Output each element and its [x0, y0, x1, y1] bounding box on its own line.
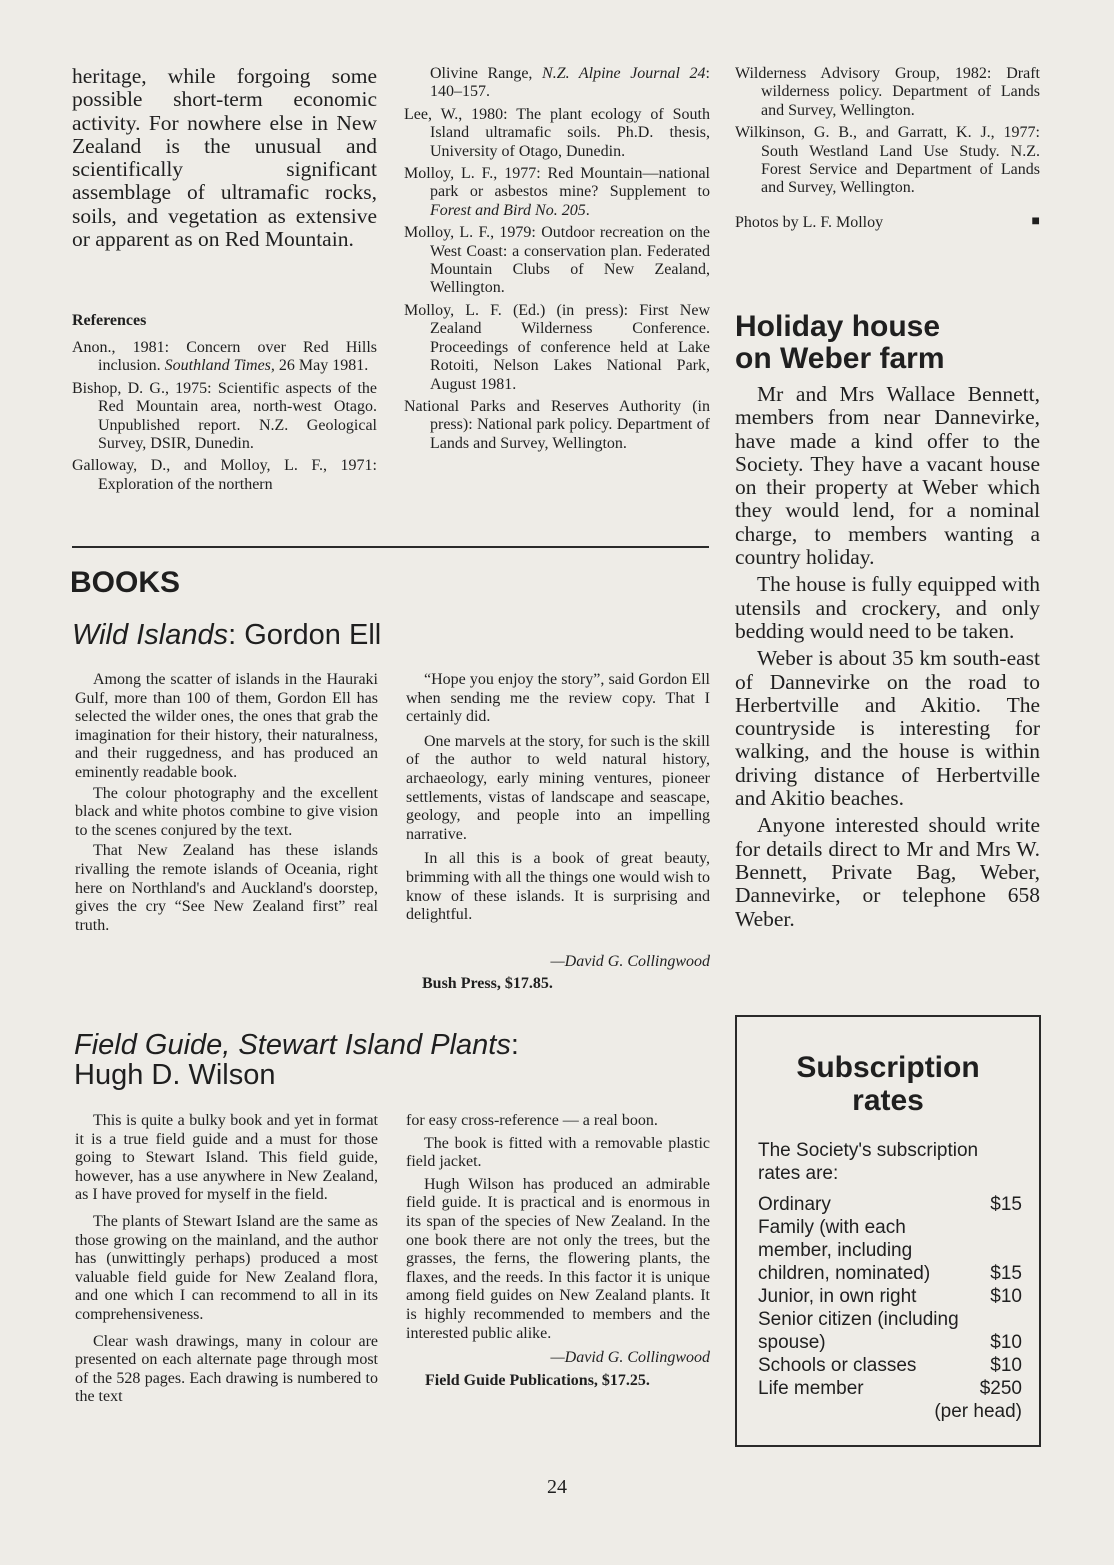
rate-per-head: (per head) [934, 1401, 1022, 1422]
review1-col-1 [75, 671, 378, 935]
end-mark-icon: ■ [1031, 213, 1040, 229]
holiday-body [735, 383, 1040, 931]
rate-life: Life member $250 [758, 1378, 1022, 1399]
reference-item: Lee, W., 1980: The plant ecology of South Island ultramafic soils. Ph.D. thesis, University of Otago, Dunedin. [404, 105, 710, 160]
references-col-3 [735, 65, 1040, 232]
review-paragraph: for easy cross-reference — a real boon. [406, 1112, 658, 1129]
review-paragraph: In all this is a book of great beauty, brimming with all the things one would wish to know of these islands. It is surprising and delightful. [406, 850, 710, 924]
holiday-paragraph: Anyone interested should write for details direct to Mr and Mrs W. Bennett, Private Bag, Weber, Dannevirke, or telephone 658 Weber. [735, 813, 1040, 931]
holiday-paragraph: Weber is about 35 km south-east of Dannevirke on the road to Herbertville and Akitio. The countryside is interesting for walking, and the house is within driving distance of Herbertville and Akitio beaches. [735, 646, 1040, 811]
references-col-1 [72, 339, 377, 498]
subscription-list [758, 1139, 1022, 1423]
subscription-box [735, 1015, 1041, 1447]
review1-title: Wild Islands: Gordon Ell [72, 619, 382, 651]
review-paragraph: Clear wash drawings, many in colour are presented on each alternate page through most of the 528 pages. Each drawing is numbered to the text [75, 1332, 378, 1406]
reference-item: Molloy, L. F., 1979: Outdoor recreation on the West Coast: a conservation plan. Federated Mountain Clubs of New Zealand, Wellington. [404, 224, 710, 297]
rate-ordinary: Ordinary $15 [758, 1194, 1022, 1215]
reference-item: National Parks and Reserves Authority (in press): National park policy. Department of Lands and Survey, Wellington. [404, 397, 710, 452]
reference-item: Olivine Range, N.Z. Alpine Journal 24: 140–157. [430, 65, 710, 101]
review-paragraph: One marvels at the story, for such is the skill of the author to weld natural history, archaeology, early mining ventures, pioneer settlements, vistas of landscape and seascape, geology, and people into an impelling narrative. [406, 732, 710, 843]
review-paragraph: This is quite a bulky book and yet in format it is a true field guide and a must for those going to Stewart Island. This field guide, however, has a use anywhere in New Zealand, as I have proved for myself in the field. [75, 1112, 378, 1204]
intro-paragraph [72, 65, 377, 251]
photo-credit: Photos by L. F. Molloy [735, 213, 884, 231]
review-paragraph: That New Zealand has these islands rivalling the remote islands of Oceania, right here on Northland's and Auckland's doorstep, gives the cry “See New Zealand first” real truth. [75, 842, 378, 934]
reference-item: Molloy, L. F. (Ed.) (in press): First New Zealand Wilderness Conference. Proceedings of conference held at Lake Rotoiti, Nelson Lakes National Park, August 1981. [404, 301, 710, 393]
reference-item: Molloy, L. F., 1977: Red Mountain—national park or asbestos mine? Supplement to Forest and Bird No. 205. [404, 165, 710, 219]
rate-schools: Schools or classes $10 [758, 1355, 1022, 1376]
review1-publisher: Bush Press, $17.85. [422, 975, 553, 993]
review2-col-2 [406, 1112, 710, 1390]
heritage-paragraph: heritage, while forgoing some possible short-term economic activity. For nowhere else in New Zealand is the unusual and scientifically significant assemblage of ultramafic rocks, soils, and vegetation as extensive or apparent as on Red Mountain. [72, 64, 377, 252]
review1-signature: —David G. Collingwood [550, 952, 710, 970]
references-col-2 [404, 65, 710, 457]
subscription-intro: The Society's subscription rates are: [758, 1140, 979, 1184]
rate-senior: Senior citizen (including spouse) $10 [758, 1309, 1022, 1353]
holiday-heading: Holiday house on Weber farm [735, 310, 945, 375]
rate-family: Family (with each member, including children, nominated) $15 [758, 1217, 1022, 1284]
reference-item: Galloway, D., and Molloy, L. F., 1971: Exploration of the northern [72, 457, 377, 493]
reference-item: Bishop, D. G., 1975: Scientific aspects of the Red Mountain area, north-west Otago. Unpublished report. N.Z. Geological Survey, DSIR, Dunedin. [72, 379, 377, 453]
photo-credit-line [735, 214, 1040, 232]
page-number: 24 [547, 1476, 567, 1498]
review-paragraph: The plants of Stewart Island are the same as those growing on the mainland, and the author has (unwittingly perhaps) produced a most valuable field guide for New Zealand flora, and one which I can recommend to all in its comprehensiveness. [75, 1212, 378, 1323]
review2-title: Field Guide, Stewart Island Plants: Hugh D. Wilson [74, 1029, 519, 1091]
review-paragraph: The book is fitted with a removable plastic field jacket. [406, 1134, 710, 1171]
books-heading: BOOKS [70, 566, 181, 599]
review-paragraph: Hugh Wilson has produced an admirable field guide. It is practical and is enormous in its span of the species of New Zealand. In the one book there are not only the trees, but the grasses, the ferns, the flowering plants, the flaxes, and the reeds. In this factor it is unique among field guides on New Zealand plants. It is highly recommended to members and the interested public alike. [406, 1175, 710, 1342]
review-paragraph: Among the scatter of islands in the Hauraki Gulf, more than 100 of them, Gordon Ell has selected the wilder ones, the ones that grab the imagination for their history, their naturalness, and their ruggedness, and has produced an eminently readable book. [75, 671, 378, 781]
review-paragraph: The colour photography and the excellent black and white photos combine to give vision to the scenes conjured by the text. [75, 784, 378, 839]
subscription-heading: Subscription rates [796, 1051, 980, 1117]
review-paragraph: “Hope you enjoy the story”, said Gordon Ell when sending me the review copy. That I certainly did. [406, 671, 710, 726]
reference-item: Wilderness Advisory Group, 1982: Draft wilderness policy. Department of Lands and Survey, Wellington. [735, 65, 1040, 119]
references-heading: References [72, 312, 147, 329]
review2-publisher: Field Guide Publications, $17.25. [425, 1371, 650, 1389]
holiday-paragraph: The house is fully equipped with utensils and crockery, and only bedding would need to be taken. [735, 572, 1040, 643]
reference-item: Anon., 1981: Concern over Red Hills inclusion. Southland Times, 26 May 1981. [72, 339, 377, 375]
review2-col-1 [75, 1112, 378, 1407]
review1-col-2 [406, 671, 710, 994]
holiday-paragraph: Mr and Mrs Wallace Bennett, members from near Dannevirke, have made a kind offer to the Society. They have a vacant house on their property at Weber which they would lend, for a nominal charge, to members wanting a country holiday. [735, 382, 1040, 570]
review2-signature: —David G. Collingwood [550, 1349, 710, 1367]
rate-junior: Junior, in own right $10 [758, 1286, 1022, 1307]
reference-item: Wilkinson, G. B., and Garratt, K. J., 1977: South Westland Land Use Study. N.Z. Forest Service and Department of Lands and Survey, Wellington. [735, 124, 1040, 197]
section-divider [72, 546, 709, 548]
